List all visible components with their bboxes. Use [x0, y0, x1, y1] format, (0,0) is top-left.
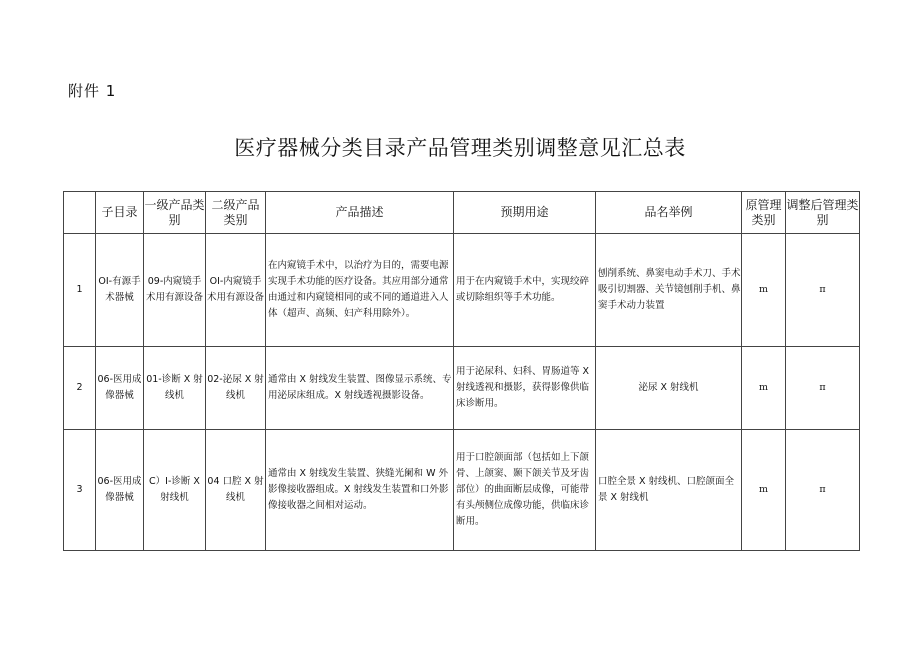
level1-cell: 09-内窥镜手术用有源设备 — [144, 234, 206, 347]
level1-cell: C）I-诊断 X 射线机 — [144, 430, 206, 551]
header-intended-use: 预期用途 — [454, 192, 596, 234]
adjusted-class-cell: π — [786, 430, 860, 551]
table-row — [64, 234, 860, 347]
original-class-cell: m — [742, 234, 786, 347]
examples-cell: 刨削系统、鼻窦电动手术刀、手术吸引切割器、关节镜刨削手机、鼻窦手术动力装置 — [596, 234, 742, 347]
intended-use-cell: 用于口腔颌面部（包括如上下颌骨、上颌窦、颞下颌关节及牙齿部位）的曲面断层成像，可能带有头颅侧位成像功能，供临床诊断用。 — [454, 430, 596, 551]
sub-catalog-cell: OI-有源手术器械 — [96, 234, 144, 347]
header-description: 产品描述 — [266, 192, 454, 234]
examples-cell: 口腔全景 X 射线机、口腔颌面全景 X 射线机 — [596, 430, 742, 551]
level2-cell: 04 口腔 X 射线机 — [206, 430, 266, 551]
header-adjusted-class: 调整后管理类别 — [786, 192, 860, 234]
table-row — [64, 347, 860, 430]
description-cell: 通常由 X 射线发生装置、图像显示系统、专用泌尿床组成。X 射线透视摄影设备。 — [266, 347, 454, 430]
header-sub-catalog: 子目录 — [96, 192, 144, 234]
original-class-cell: m — [742, 430, 786, 551]
level1-cell: 01-诊断 X 射线机 — [144, 347, 206, 430]
intended-use-cell: 用于泌尿科、妇科、胃肠道等 X 射线透视和摄影，获得影像供临床诊断用。 — [454, 347, 596, 430]
description-cell: 通常由 X 射线发生装置、狭缝光阑和 W 外影像接收器组成。X 射线发生装置和口外影像接收器之间相对运动。 — [266, 430, 454, 551]
header-row — [64, 192, 860, 234]
row-index: 2 — [64, 347, 96, 430]
page-title: 医疗器械分类目录产品管理类别调整意见汇总表 — [234, 136, 686, 160]
adjusted-class-cell: π — [786, 347, 860, 430]
header-level2: 二级产品类别 — [206, 192, 266, 234]
classification-table — [63, 191, 860, 551]
header-original-class: 原管理类别 — [742, 192, 786, 234]
level2-cell: 02-泌尿 X 射线机 — [206, 347, 266, 430]
header-index — [64, 192, 96, 234]
sub-catalog-cell: 06-医用成像器械 — [96, 347, 144, 430]
level2-cell: OI-内窥镜手术用有源设备 — [206, 234, 266, 347]
table-row — [64, 430, 860, 551]
intended-use-cell: 用于在内窥镜手术中，实现绞碎或切除组织等手术功能。 — [454, 234, 596, 347]
header-examples: 品名举例 — [596, 192, 742, 234]
sub-catalog-cell: 06-医用成像器械 — [96, 430, 144, 551]
adjusted-class-cell: π — [786, 234, 860, 347]
examples-cell: 泌尿 X 射线机 — [596, 347, 742, 430]
row-index: 1 — [64, 234, 96, 347]
original-class-cell: m — [742, 347, 786, 430]
annex-label: 附件 1 — [68, 82, 117, 100]
header-level1: 一级产品类别 — [144, 192, 206, 234]
row-index: 3 — [64, 430, 96, 551]
description-cell: 在内窥镜手术中，以治疗为目的，需要电源实现手术功能的医疗设备。其应用部分通常由通过和内窥镜相同的或不同的通道进入人体（超声、高频、妇产科用除外）。 — [266, 234, 454, 347]
